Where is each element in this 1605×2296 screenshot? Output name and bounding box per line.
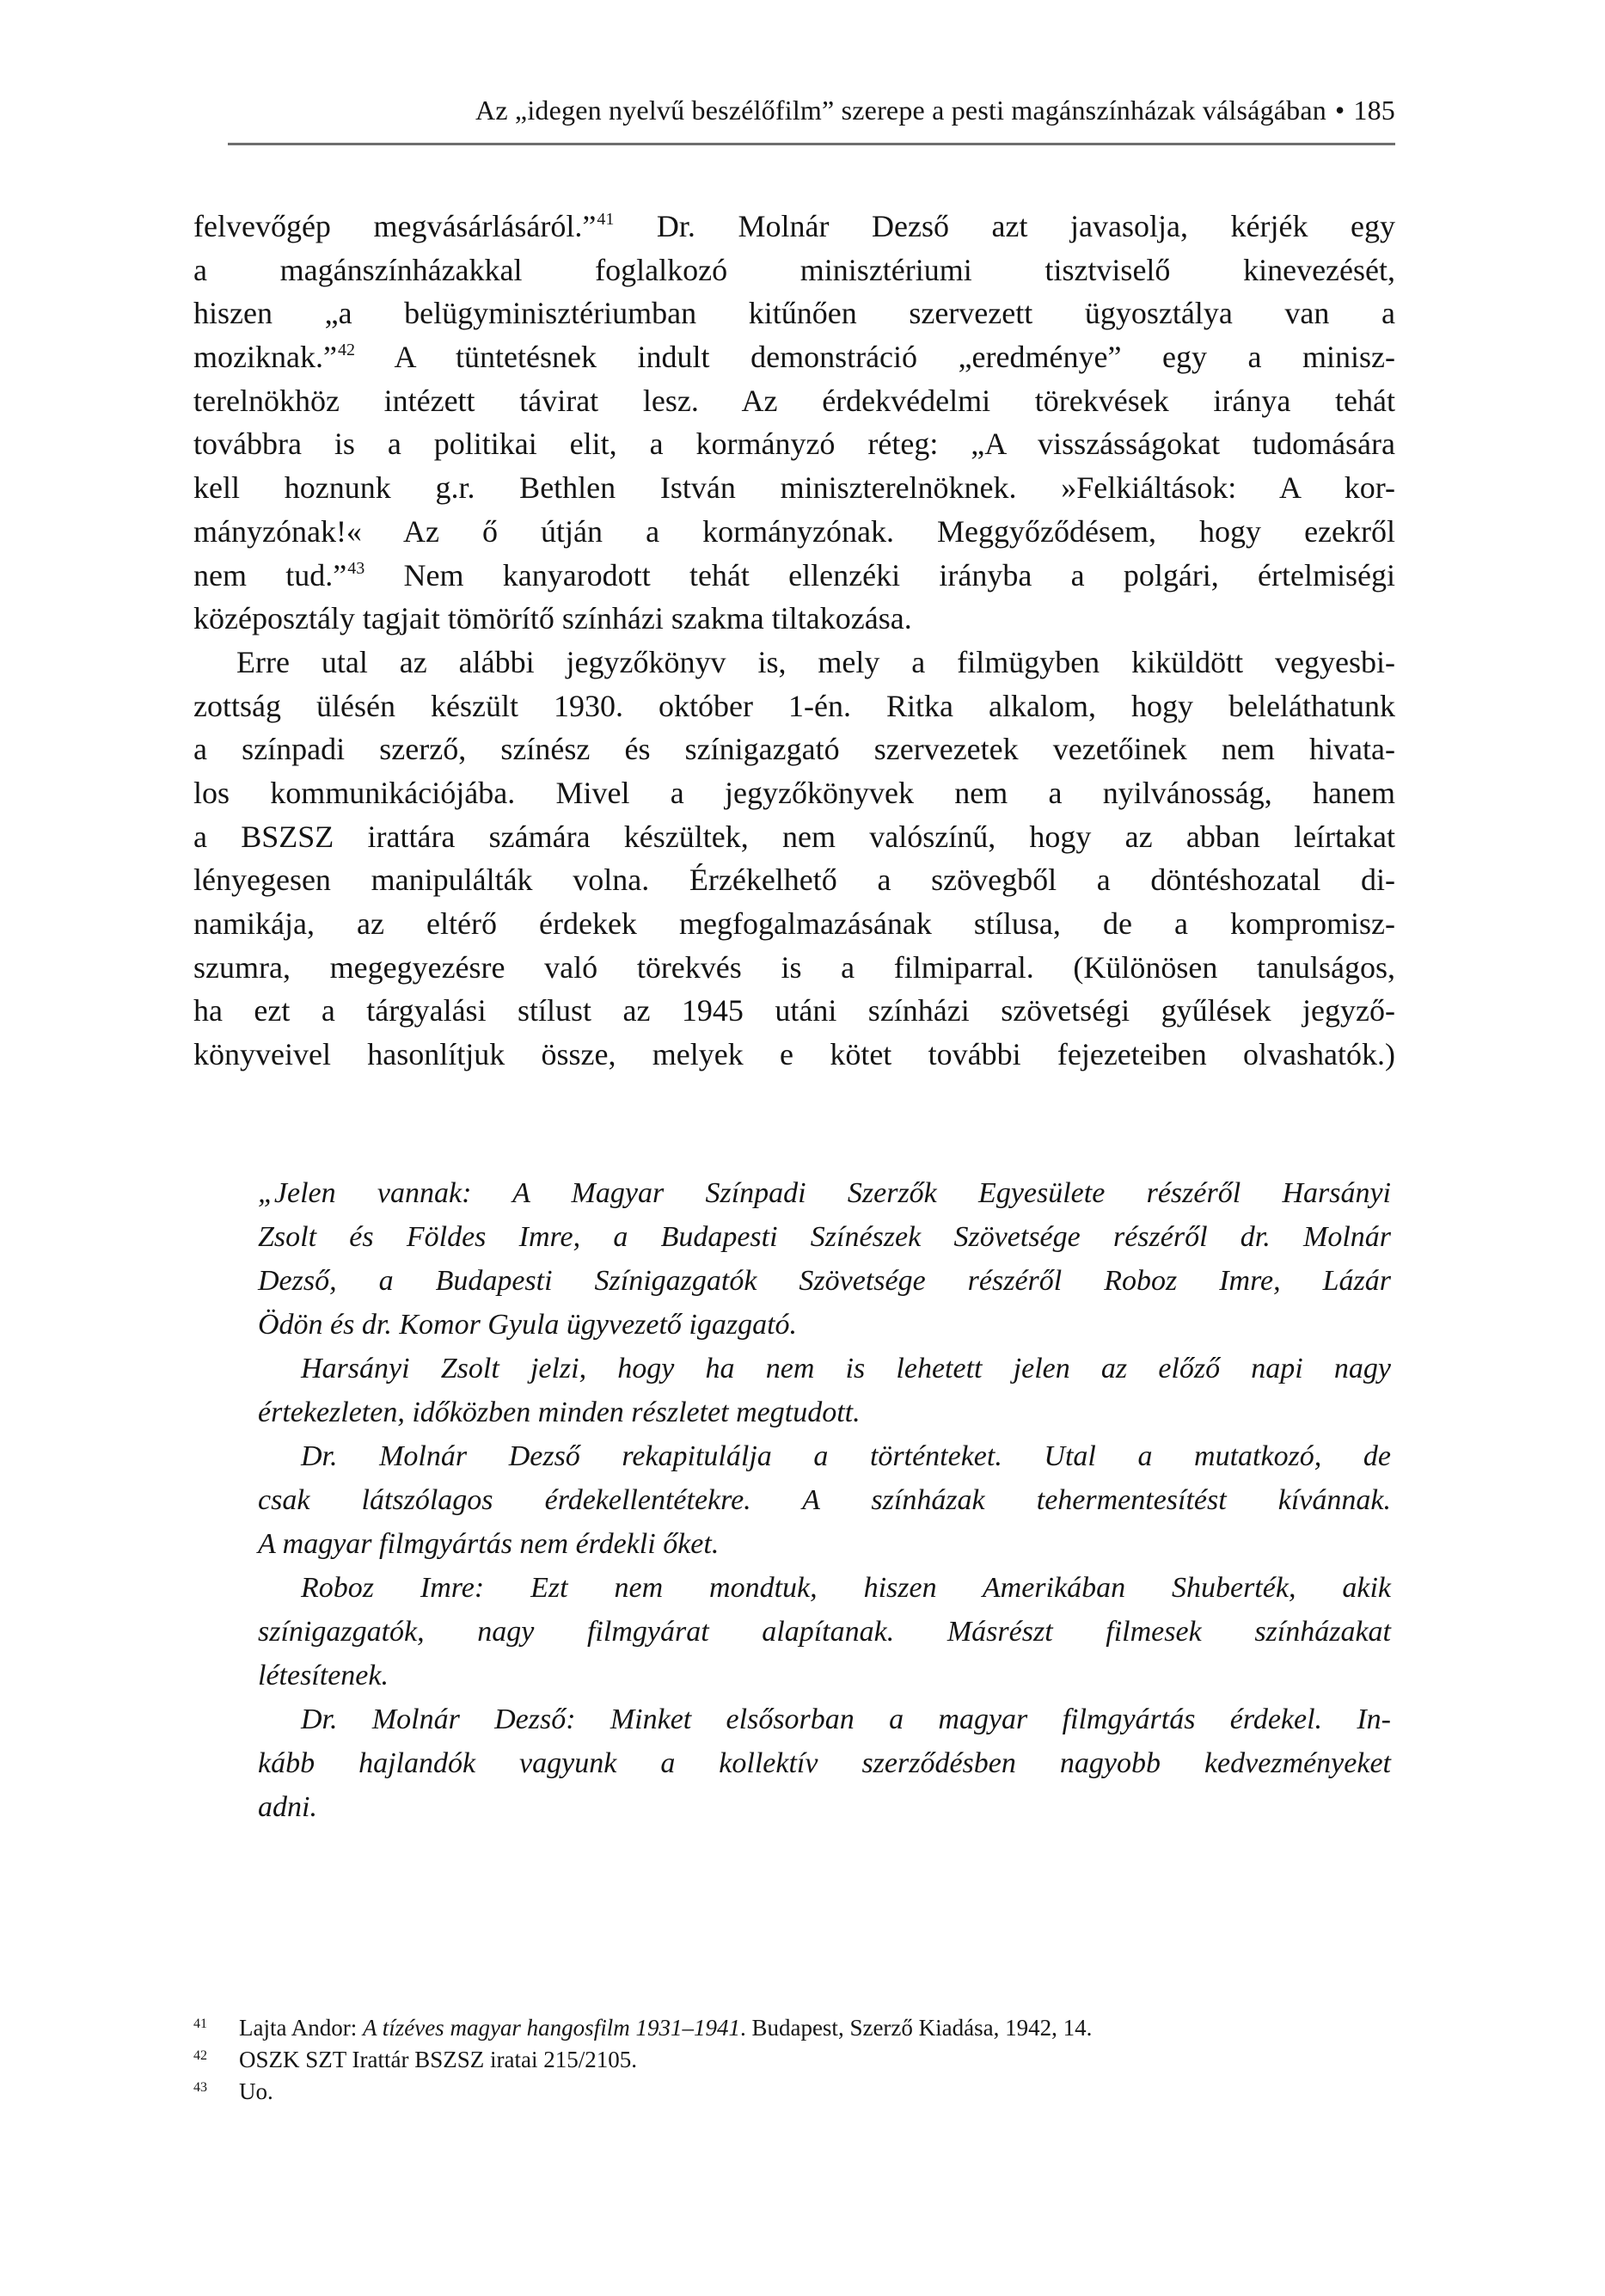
footnote-ref-42[interactable]: 42 (337, 341, 355, 360)
text-line: terelnökhöz intézett távirat lesz. Az érdekvédelmi törekvések iránya tehát (193, 383, 1395, 418)
footnotes (193, 2012, 1395, 2108)
text-line: ha ezt a tárgyalási stílust az 1945 utáni színházi szövetségi gyűlések jegyző- (193, 993, 1395, 1028)
footnote-text: OSZK SZT Irattár BSZSZ iratai 215/2105. (239, 2047, 637, 2072)
footnote-number: 43 (193, 2080, 207, 2095)
quote-line: Harsányi Zsolt jelzi, hogy ha nem is lehetett jelen az előző napi nagy (301, 1353, 1391, 1384)
text-line: továbbra is a politikai elit, a kormányzó réteg: „A visszásságokat tudomására (193, 427, 1395, 462)
quote-line: Zsolt és Földes Imre, a Budapesti Színészek Szövetsége részéről dr. Molnár (258, 1221, 1391, 1253)
text-line: los kommunikációjába. Mivel a jegyzőkönyvek nem a nyilvánosság, hanem (193, 775, 1395, 810)
text-line: Erre utal az alábbi jegyzőkönyv is, mely a filmügyben kiküldött vegyesbi- (236, 644, 1395, 679)
quote-line: A magyar filmgyártás nem érdekli őket. (258, 1528, 720, 1560)
text-line: namikája, az eltérő érdekek megfogalmazásának stílusa, de a kompromisz- (193, 906, 1395, 941)
quote-line: Ödön és dr. Komor Gyula ügyvezető igazgató. (258, 1309, 798, 1341)
quote-line: csak látszólagos érdekellentétekre. A színházak tehermentesítést kívánnak. (258, 1484, 1391, 1516)
quote-line: Dezső, a Budapesti Színigazgatók Szövetsége részéről Roboz Imre, Lázár (258, 1265, 1391, 1297)
chapter-title: Az „idegen nyelvű beszélőfilm” szerepe a pesti magánszínházak válságában (475, 95, 1326, 126)
text-line: középosztály tagjait tömörítő színházi szakma tiltakozása. (193, 601, 912, 636)
text-line: hiszen „a belügyminisztériumban kitűnően szervezett ügyosztálya van a (193, 296, 1395, 331)
bullet-separator-icon: • (1334, 95, 1345, 126)
quote-line: kább hajlandók vagyunk a kollektív szerződésben nagyobb kedvezményeket (258, 1747, 1391, 1779)
quote-line: adni. (258, 1791, 317, 1823)
footnote-number: 41 (193, 2017, 207, 2031)
quote-line: Dr. Molnár Dezső rekapitulálja a történteket. Utal a mutatkozó, de (301, 1440, 1391, 1472)
text-line: mányzónak!« Az ő útján a kormányzónak. Meggyőződésem, hogy ezekről (193, 513, 1395, 549)
footnote-text: Lajta Andor: A tízéves magyar hangosfilm 1931–1941. Budapest, Szerző Kiadása, 1942, 14. (239, 2015, 1093, 2041)
block-quote (258, 1171, 1391, 1829)
text-line: moziknak.”$^{42}$ A tüntetésnek indult demonstráció „eredménye” egy a minisz- (193, 340, 1395, 375)
quote-line: értekezleten, időközben minden részletet megtudott. (258, 1397, 861, 1428)
quote-line: létesítenek. (258, 1660, 389, 1691)
quote-line: Dr. Molnár Dezső: Minket elsősorban a magyar filmgyártás érdekel. In- (301, 1704, 1391, 1735)
page-header (228, 86, 1395, 146)
text-line: lényegesen manipulálták volna. Érzékelhető a szövegből a döntéshozatal di- (193, 863, 1395, 898)
text-line: könyveivel hasonlítjuk össze, melyek e kötet további fejezeteiben olvashatók.) (193, 1037, 1395, 1072)
text-line: kell hoznunk g.r. Bethlen István miniszterelnöknek. »Felkiáltások: A kor- (193, 470, 1395, 506)
quote-line: színigazgatók, nagy filmgyárat alapítanak. Másrészt filmesek színházakat (258, 1616, 1391, 1648)
footnote-ref-43[interactable]: 43 (347, 558, 365, 578)
text-line: nem tud.”$^{43}$ Nem kanyarodott tehát ellenzéki irányba a polgári, értelmiségi (193, 557, 1395, 592)
footnote-number: 42 (193, 2048, 207, 2063)
quote-line: „Jelen vannak: A Magyar Színpadi Szerzők Egyesülete részéről Harsányi (258, 1177, 1391, 1209)
body-text (193, 205, 1395, 1077)
page-number: 185 (1353, 95, 1395, 126)
text-line: felvevőgép megvásárlásáról.”$^{41}$ Dr. Molnár Dezső azt javasolja, kérjék egy (193, 209, 1395, 243)
cited-title: A tízéves magyar hangosfilm 1931–1941 (362, 2015, 740, 2041)
header-rule (228, 143, 1395, 145)
running-head (475, 93, 1395, 127)
text-line: a magánszínházakkal foglalkozó minisztériumi tisztviselő kinevezését, (193, 252, 1395, 287)
text-line: a színpadi szerző, színész és színigazgató szervezetek vezetőinek nem hivata- (193, 732, 1395, 767)
text-line: szumra, megegyezésre való törekvés is a filmiparral. (Különösen tanulságos, (193, 949, 1395, 985)
text-line: a BSZSZ irattára számára készültek, nem valószínű, hogy az abban leírtakat (193, 819, 1395, 854)
footnote-43 (193, 2076, 1395, 2108)
footnote-ref-41[interactable]: 41 (597, 210, 615, 229)
text-line: zottság ülésén készült 1930. október 1-én. Ritka alkalom, hogy beleláthatunk (193, 688, 1395, 723)
footnote-42 (193, 2044, 1395, 2076)
quote-line: Roboz Imre: Ezt nem mondtuk, hiszen Amerikában Shuberték, akik (301, 1572, 1391, 1604)
footnote-41 (193, 2012, 1395, 2044)
footnote-text: Uo. (239, 2078, 273, 2104)
